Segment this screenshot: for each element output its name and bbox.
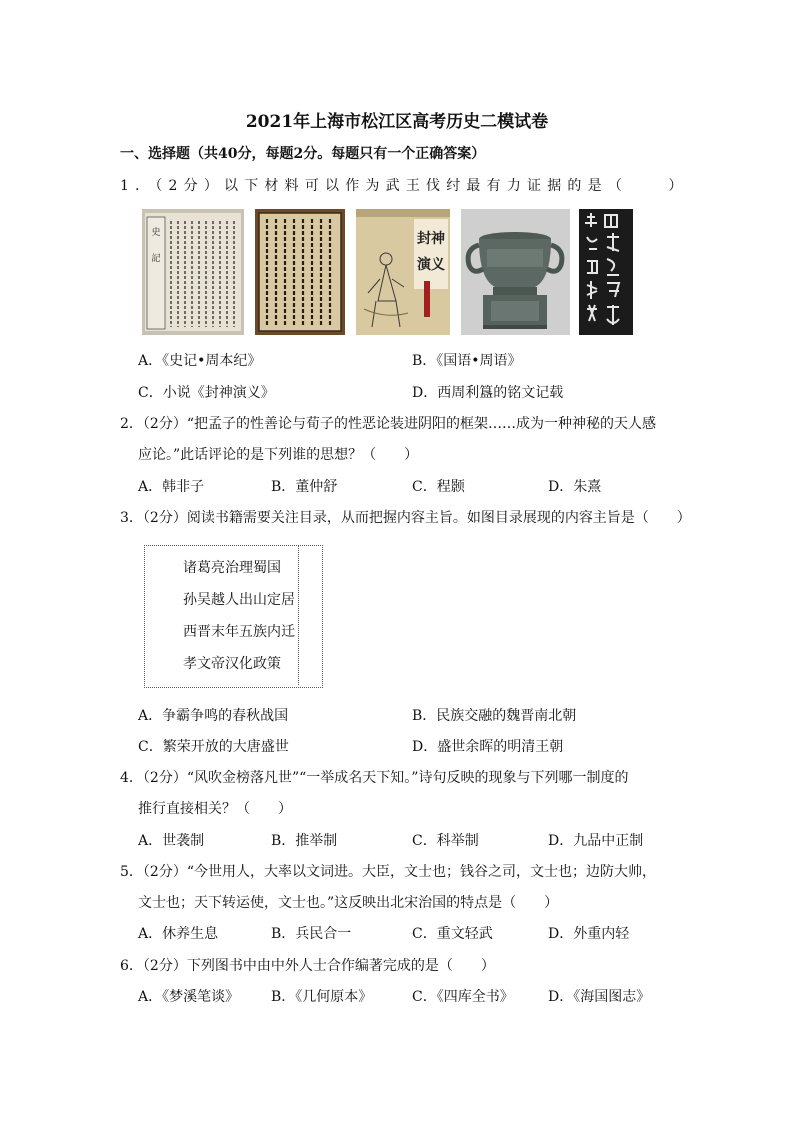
question-6-option-c[interactable]: C．《四库全书》 — [412, 989, 514, 1005]
question-1-option-d[interactable]: D．西周利簋的铭文记载 — [412, 385, 564, 401]
question-4-option-a[interactable]: A．世袭制 — [138, 833, 205, 849]
question-2-option-a[interactable]: A．韩非子 — [138, 479, 205, 495]
cover-title-part-2: 演义 — [417, 257, 445, 273]
question-3-option-b[interactable]: B．民族交融的魏晋南北朝 — [412, 708, 577, 724]
toc-item: 孙吴越人出山定居 — [183, 592, 295, 608]
page-title: 2021年上海市松江区高考历史二模试卷 — [245, 112, 549, 132]
guoyu-book-image — [255, 209, 345, 335]
question-6-stem: 6．（2分）下列图书中由中外人士合作编著完成的是（ ） — [120, 958, 495, 974]
ligui-bronze-vessel-image — [461, 209, 570, 335]
question-2-option-b[interactable]: B．董仲舒 — [271, 479, 338, 495]
inscription-rubbing-image — [579, 209, 633, 335]
question-4-stem-line-1: 4．（2分）“风吹金榜落凡世”“一举成名天下知。”诗句反映的现象与下列哪一制度的 — [120, 770, 629, 786]
section-heading: 一、选择题（共40分，每题2分。每题只有一个正确答案） — [120, 146, 486, 162]
fengshen-novel-cover-image — [356, 209, 450, 335]
question-1-stem: 1．（2分）以下材料可以作为武王伐纣最有力证据的是（ ） — [120, 178, 689, 194]
question-6-option-a[interactable]: A．《梦溪笔谈》 — [138, 989, 240, 1005]
question-5-stem-line-2: 文士也；天下转运使，文士也。”这反映出北宋治国的特点是（ ） — [138, 895, 559, 911]
question-4-option-d[interactable]: D．九品中正制 — [548, 833, 644, 849]
question-6-option-d[interactable]: D．《海国图志》 — [548, 989, 651, 1005]
question-5-option-c[interactable]: C．重文轻武 — [412, 926, 493, 942]
shiji-book-image — [142, 209, 244, 335]
question-1-option-c[interactable]: C．小说《封神演义》 — [138, 385, 275, 401]
question-5-option-a[interactable]: A．休养生息 — [138, 926, 219, 942]
toc-item: 孝文帝汉化政策 — [183, 656, 281, 672]
question-3-option-d[interactable]: D．盛世余晖的明清王朝 — [412, 739, 564, 755]
question-1-option-a[interactable]: A．《史记•周本纪》 — [138, 353, 262, 369]
shiji-title-char-1: 史 — [151, 228, 161, 238]
question-1-option-b[interactable]: B．《国语•周语》 — [412, 353, 522, 369]
question-5-option-b[interactable]: B．兵民合一 — [271, 926, 352, 942]
question-2-option-d[interactable]: D．朱熹 — [548, 479, 602, 495]
question-2-stem-line-1: 2．（2分）“把孟子的性善论与荀子的性恶论装进阴阳的框架……成为一种神秘的天人感 — [120, 416, 656, 432]
toc-item: 诸葛亮治理蜀国 — [183, 560, 281, 576]
question-5-stem-line-1: 5．（2分）“今世用人，大率以文词进。大臣，文士也；钱谷之司，文士也；边防大帅， — [120, 864, 656, 880]
question-3-stem: 3．（2分）阅读书籍需要关注目录，从而把握内容主旨。如图目录展现的内容主旨是（ ） — [120, 510, 691, 526]
question-3-option-c[interactable]: C．繁荣开放的大唐盛世 — [138, 739, 289, 755]
toc-item: 西晋末年五族内迁 — [183, 624, 295, 640]
question-2-stem-line-2: 应论。”此话评论的是下列谁的思想？（ ） — [138, 447, 419, 463]
question-4-stem-line-2: 推行直接相关？（ ） — [138, 801, 292, 817]
question-4-option-b[interactable]: B．推举制 — [271, 833, 338, 849]
table-of-contents-box — [144, 545, 323, 688]
question-4-option-c[interactable]: C．科举制 — [412, 833, 479, 849]
question-3-option-a[interactable]: A．争霸争鸣的春秋战国 — [138, 708, 289, 724]
table-of-contents-inner-frame — [157, 546, 299, 685]
cover-title-part-1: 封神 — [417, 231, 445, 247]
question-6-option-b[interactable]: B．《几何原本》 — [271, 989, 373, 1005]
question-2-option-c[interactable]: C．程颢 — [412, 479, 465, 495]
question-5-option-d[interactable]: D．外重内轻 — [548, 926, 630, 942]
shiji-title-char-2: 記 — [151, 254, 161, 264]
